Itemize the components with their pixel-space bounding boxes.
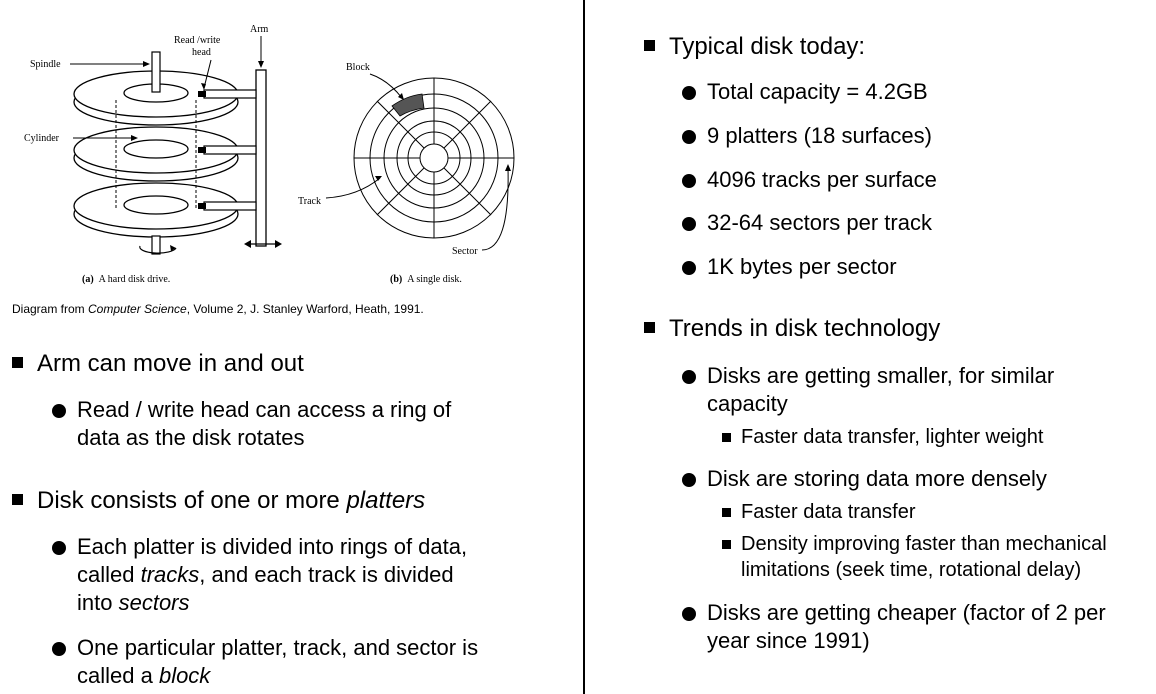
bullet-platters: Disk consists of one or more platters bbox=[12, 487, 425, 515]
caption-a: (a) A hard disk drive. bbox=[82, 274, 171, 285]
sub-bullet-rw-head: Read / write head can access a ring of data as the disk rotates bbox=[52, 396, 552, 452]
caption-b: (b) A single disk. bbox=[390, 274, 462, 285]
label-spindle: Spindle bbox=[30, 59, 61, 70]
source-book-title: Computer Science bbox=[88, 302, 187, 316]
label-track: Track bbox=[298, 196, 321, 207]
trend-densely-sub-2: Density improving faster than mechanical limitations (seek time, rotational delay) bbox=[722, 531, 1152, 583]
square-bullet-icon bbox=[12, 494, 23, 505]
sub-bullet-tracks: Each platter is divided into rings of data, called tracks, and each track is divided into sectors bbox=[52, 533, 552, 617]
small-square-bullet-icon bbox=[722, 540, 731, 549]
dot-bullet-icon bbox=[682, 217, 696, 231]
arm bbox=[256, 70, 266, 246]
label-cylinder: Cylinder bbox=[24, 133, 59, 144]
label-rw-head-2: head bbox=[192, 47, 211, 58]
small-square-bullet-icon bbox=[722, 508, 731, 517]
bullet-trends: Trends in disk technology bbox=[644, 315, 940, 343]
trend-densely: Disk are storing data more densely bbox=[682, 465, 1142, 493]
square-bullet-icon bbox=[644, 322, 655, 333]
disk-diagram-svg bbox=[18, 18, 518, 290]
dot-bullet-icon bbox=[682, 473, 696, 487]
dot-bullet-icon bbox=[52, 541, 66, 555]
dot-bullet-icon bbox=[682, 130, 696, 144]
typical-item: 1K bytes per sector bbox=[682, 253, 1142, 281]
spindle bbox=[152, 52, 160, 92]
dot-bullet-icon bbox=[682, 86, 696, 100]
label-arm: Arm bbox=[250, 24, 269, 35]
trend-smaller: Disks are getting smaller, for similar capacity bbox=[682, 362, 1142, 418]
square-bullet-icon bbox=[12, 357, 23, 368]
disk-diagram bbox=[18, 18, 518, 290]
figure-source: Diagram from Computer Science, Volume 2, J. Stanley Warford, Heath, 1991. bbox=[12, 302, 424, 316]
square-bullet-icon bbox=[644, 40, 655, 51]
trend-smaller-sub: Faster data transfer, lighter weight bbox=[722, 424, 1142, 450]
dot-bullet-icon bbox=[682, 607, 696, 621]
label-rw-head: Read /write bbox=[174, 35, 221, 46]
label-block: Block bbox=[346, 62, 370, 73]
trend-densely-sub-1: Faster data transfer bbox=[722, 499, 1152, 525]
sub-bullet-block: One particular platter, track, and sector is called a block bbox=[52, 634, 552, 690]
trend-cheaper: Disks are getting cheaper (factor of 2 per year since 1991) bbox=[682, 599, 1152, 655]
bullet-arm: Arm can move in and out bbox=[12, 350, 304, 378]
dot-bullet-icon bbox=[682, 174, 696, 188]
dot-bullet-icon bbox=[52, 642, 66, 656]
block-region bbox=[392, 94, 424, 116]
column-divider bbox=[583, 0, 585, 694]
bullet-typical-disk: Typical disk today: bbox=[644, 33, 865, 61]
dot-bullet-icon bbox=[52, 404, 66, 418]
dot-bullet-icon bbox=[682, 261, 696, 275]
typical-item: 32-64 sectors per track bbox=[682, 209, 1142, 237]
typical-item: 4096 tracks per surface bbox=[682, 166, 1142, 194]
label-sector: Sector bbox=[452, 246, 478, 257]
small-square-bullet-icon bbox=[722, 433, 731, 442]
typical-item: 9 platters (18 surfaces) bbox=[682, 122, 1142, 150]
dot-bullet-icon bbox=[682, 370, 696, 384]
typical-item: Total capacity = 4.2GB bbox=[682, 78, 1142, 106]
